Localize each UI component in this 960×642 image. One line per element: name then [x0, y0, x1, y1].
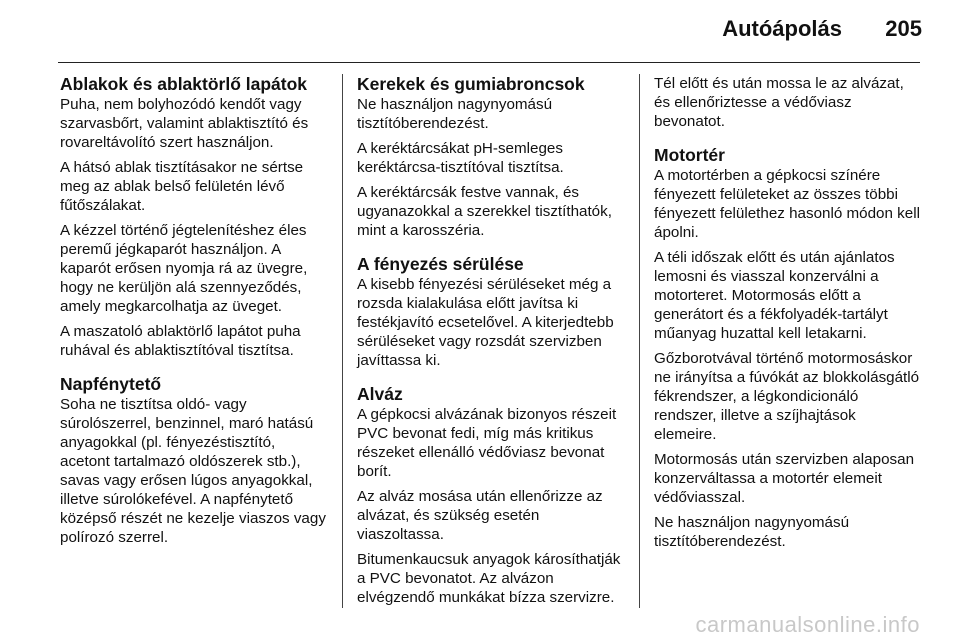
- paragraph: Gőzborotvával történő motormosáskor ne irányítsa a fúvókát az blokkolásgátló fékrendszer, a légkondicionáló rendszer, illetve a szíjhajtások elemeire.: [654, 350, 920, 443]
- heading-paint-damage: A fényezés sérülése: [357, 254, 524, 274]
- section-title: Autóápolás: [722, 16, 842, 41]
- paragraph: A kisebb fényezési sérüléseket még a rozsda kialakulása előtt javítsa ki festékjavító ecsetelővel. A kiterjedtebb sérüléseket vagy rozsdát szervizben javíttassa ki.: [357, 276, 614, 369]
- paragraph: A téli időszak előtt és után ajánlatos lemosni és viasszal konzerválni a motorteret. Motormosás előtt a generátort és a fékfolyadék-tartályt műanyag huzattal kell letakarni.: [654, 249, 895, 342]
- header-rule: [58, 62, 920, 63]
- heading-windows: Ablakok és ablaktörlő lapátok: [60, 74, 308, 94]
- paragraph: A keréktárcsák festve vannak, és ugyanazokkal a szerekkel tisztíthatók, mint a karosszéria.: [357, 184, 612, 239]
- paragraph: Soha ne tisztítsa oldó- vagy súrolószerrel, benzinnel, maró hatású anyagokkal (pl. fényezéstisztító, acetont tartalmazó oldószerek stb.), savas vagy erősen lúgos anyagokkal, illetve súrolókefével. A napfénytető középső részét ne kezelje viaszos vagy polírozó szerrel.: [60, 396, 326, 546]
- watermark: carmanualsonline.info: [695, 612, 920, 637]
- paragraph: Az alváz mosása után ellenőrizze az alvázat, és szükség esetén viaszoltassa.: [357, 488, 603, 543]
- column-3: [654, 74, 922, 557]
- page-number: 205: [885, 16, 922, 41]
- column-divider: [639, 74, 640, 608]
- paragraph: A hátsó ablak tisztításakor ne sértse meg az ablak belső felületén lévő fűtőszálakat.: [60, 159, 304, 214]
- paragraph: Ne használjon nagynyomású tisztítóberendezést.: [357, 96, 553, 132]
- column-divider: [342, 74, 343, 608]
- page-header: [0, 0, 960, 62]
- heading-underbody: Alváz: [357, 384, 403, 404]
- paragraph: Ne használjon nagynyomású tisztítóberendezést.: [654, 514, 850, 550]
- column-1: [60, 74, 328, 553]
- paragraph: Motormosás után szervizben alaposan konzerváltassa a motortér elemeit védőviasszal.: [654, 451, 915, 506]
- paragraph: Bitumenkaucsuk anyagok károsíthatják a PVC bevonatot. Az alvázon elvégzendő munkákat bízza szervizre.: [357, 551, 621, 606]
- column-2: [357, 74, 625, 613]
- heading-sunroof: Napfénytető: [60, 374, 162, 394]
- paragraph: A keréktárcsákat pH-semleges keréktárcsa-tisztítóval tisztítsa.: [357, 140, 564, 176]
- paragraph: A motortérben a gépkocsi színére fényezett felületeket az összes többi fényezett felülethez hasonló módon kell ápolni.: [654, 167, 920, 241]
- paragraph: Tél előtt és után mossa le az alvázat, és ellenőriztesse a védőviasz bevonatot.: [654, 75, 904, 130]
- paragraph: Puha, nem bolyhozódó kendőt vagy szarvasbőrt, valamint ablaktisztító és rovareltávolító szert használjon.: [60, 96, 309, 151]
- heading-wheels: Kerekek és gumiabroncsok: [357, 74, 585, 94]
- paragraph: A gépkocsi alvázának bizonyos részeit PVC bevonat fedi, míg más kritikus részeket ellenálló védőviasz bevonat borít.: [357, 406, 617, 480]
- paragraph: A kézzel történő jégtelenítéshez éles peremű jégkaparót használjon. A kaparót erősen nyomja rá az üvegre, hogy ne kerüljön alá szennyeződés, amely megkarcolhatja az üveget.: [60, 222, 308, 315]
- heading-engine-bay: Motortér: [654, 145, 725, 165]
- paragraph: A maszatoló ablaktörlő lapátot puha ruhával és ablaktisztítóval tisztítsa.: [60, 323, 301, 359]
